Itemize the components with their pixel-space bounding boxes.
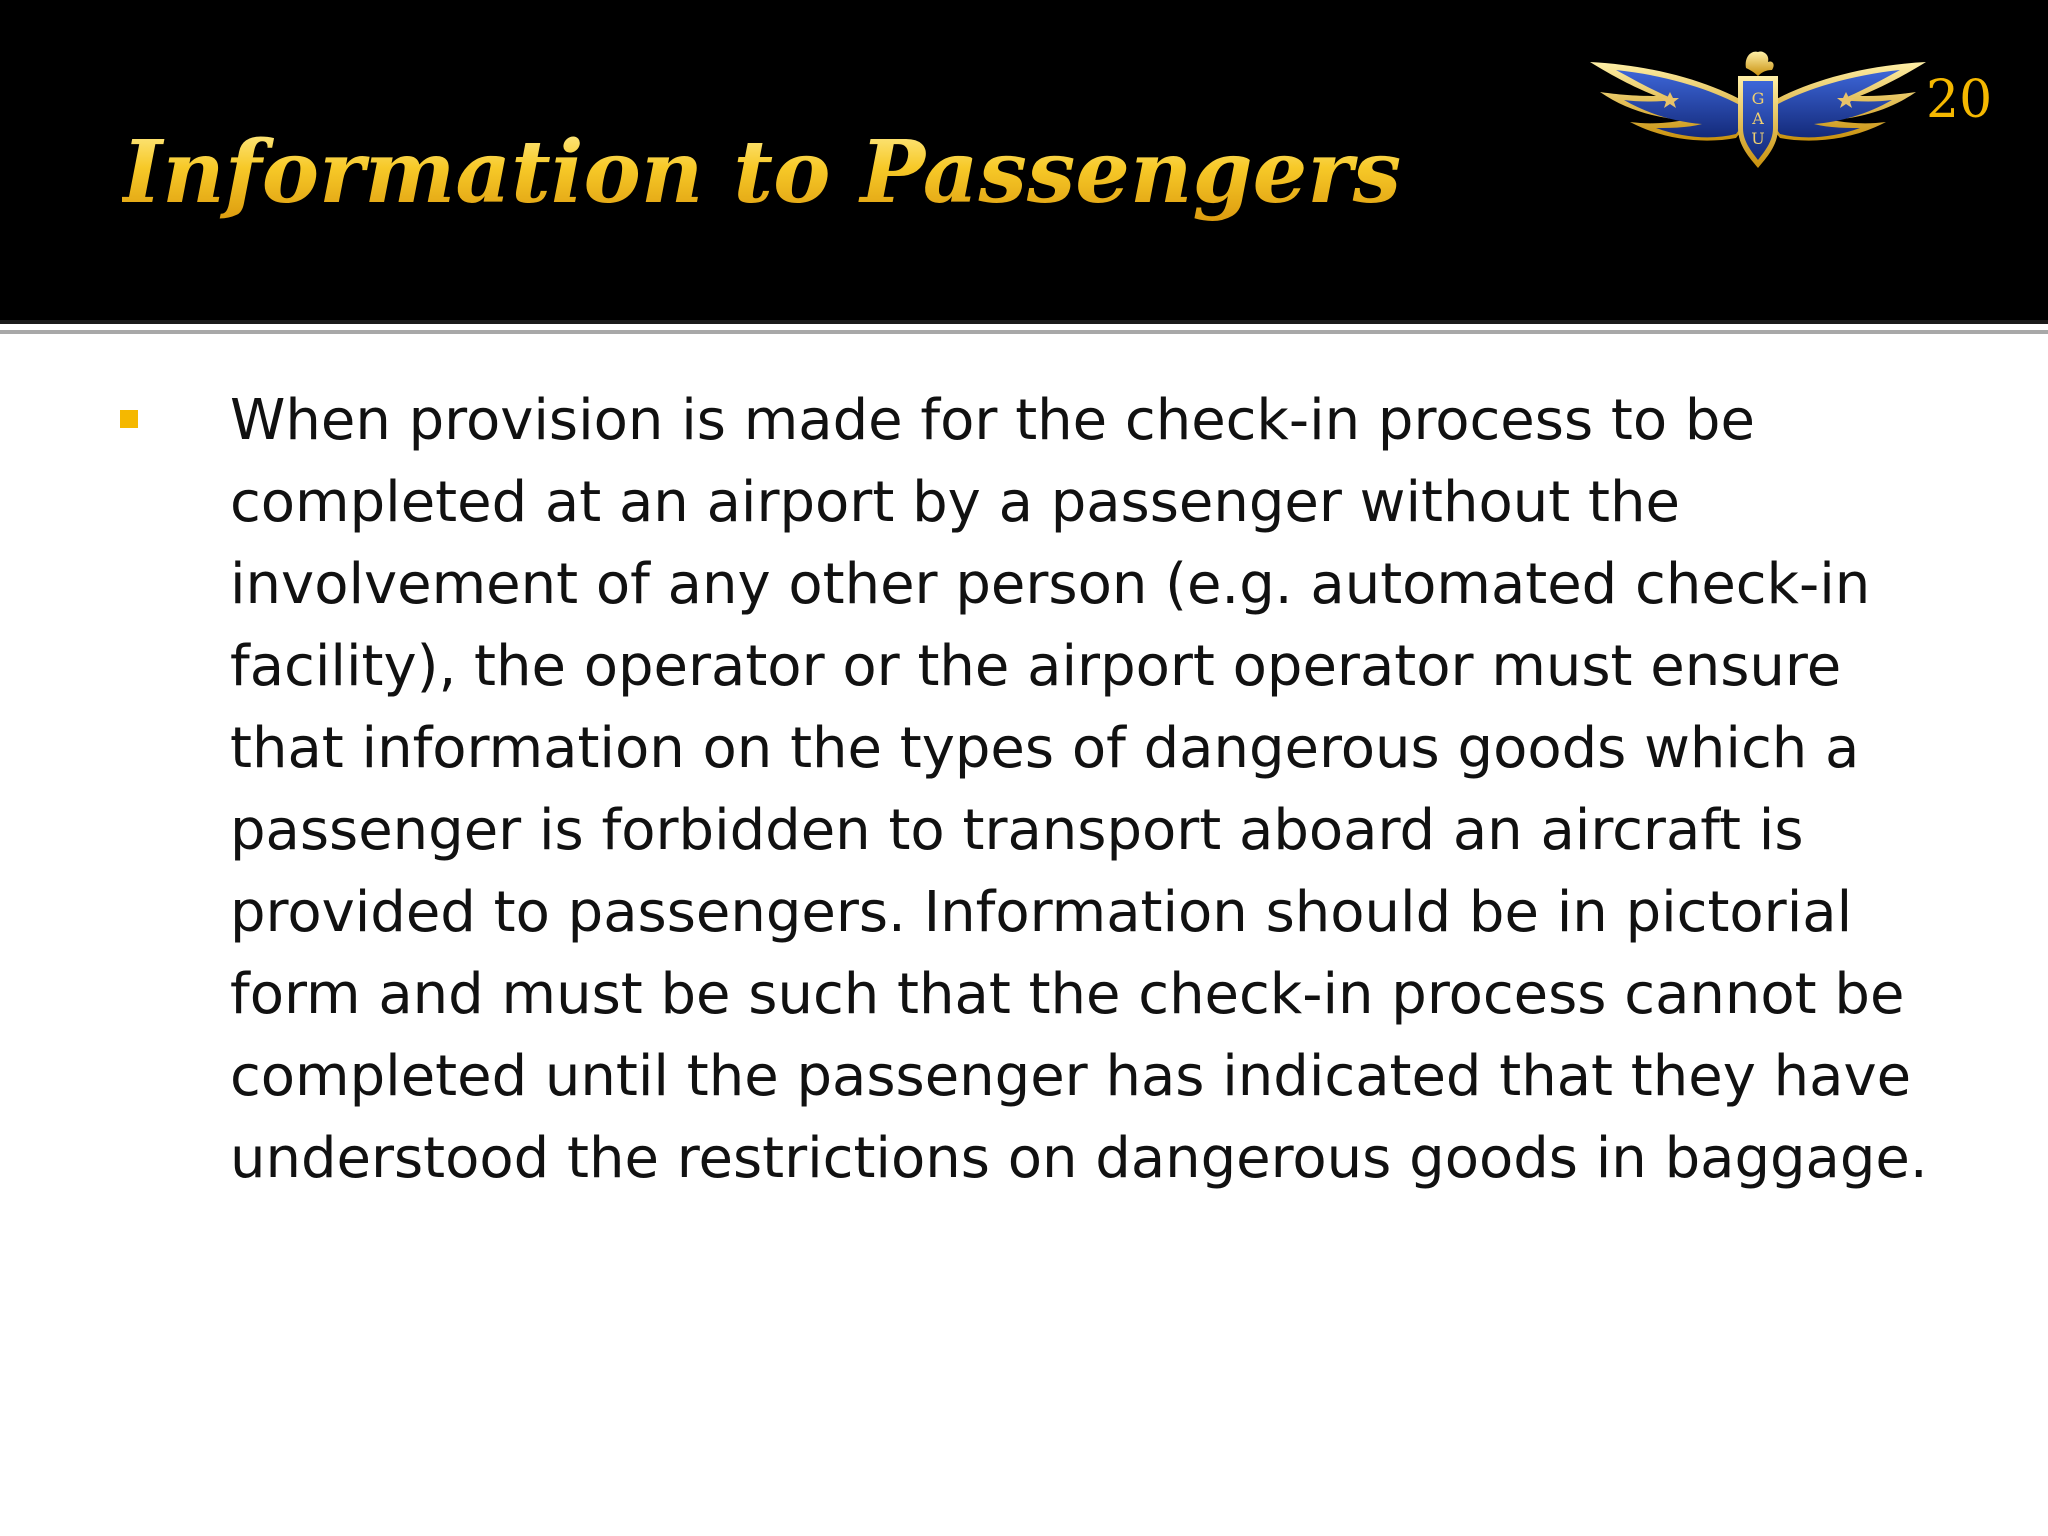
bullet-paragraph: [230, 380, 1940, 1200]
paragraph-line: involvement of any other person (e.g. automated check-in: [230, 552, 1871, 617]
header-bar: [0, 0, 2048, 320]
paragraph-line: When provision is made for the check-in process to be: [230, 388, 1755, 453]
paragraph-line: facility), the operator or the airport operator must ensure: [230, 634, 1842, 699]
logo-letter-u: U: [1751, 129, 1765, 148]
slide-title: Information to Passengers: [122, 118, 1401, 228]
paragraph-line: form and must be such that the check-in process cannot be: [230, 962, 1905, 1027]
paragraph-line: completed at an airport by a passenger without the: [230, 470, 1680, 535]
logo-letter-a: A: [1752, 109, 1764, 128]
page-number: 20: [1926, 70, 1993, 130]
header-divider-grey: [0, 330, 2048, 334]
paragraph-line: completed until the passenger has indicated that they have: [230, 1044, 1912, 1109]
header-divider-dark: [0, 320, 2048, 324]
paragraph-line: understood the restrictions on dangerous goods in baggage.: [230, 1126, 1928, 1191]
square-bullet-icon: [120, 410, 138, 428]
paragraph-line: passenger is forbidden to transport aboard an aircraft is: [230, 798, 1804, 863]
paragraph-line: that information on the types of dangerous goods which a: [230, 716, 1860, 781]
winged-eagle-shield-logo-icon: [1586, 48, 1930, 172]
logo-letter-g: G: [1751, 89, 1765, 108]
paragraph-line: provided to passengers. Information should be in pictorial: [230, 880, 1853, 945]
